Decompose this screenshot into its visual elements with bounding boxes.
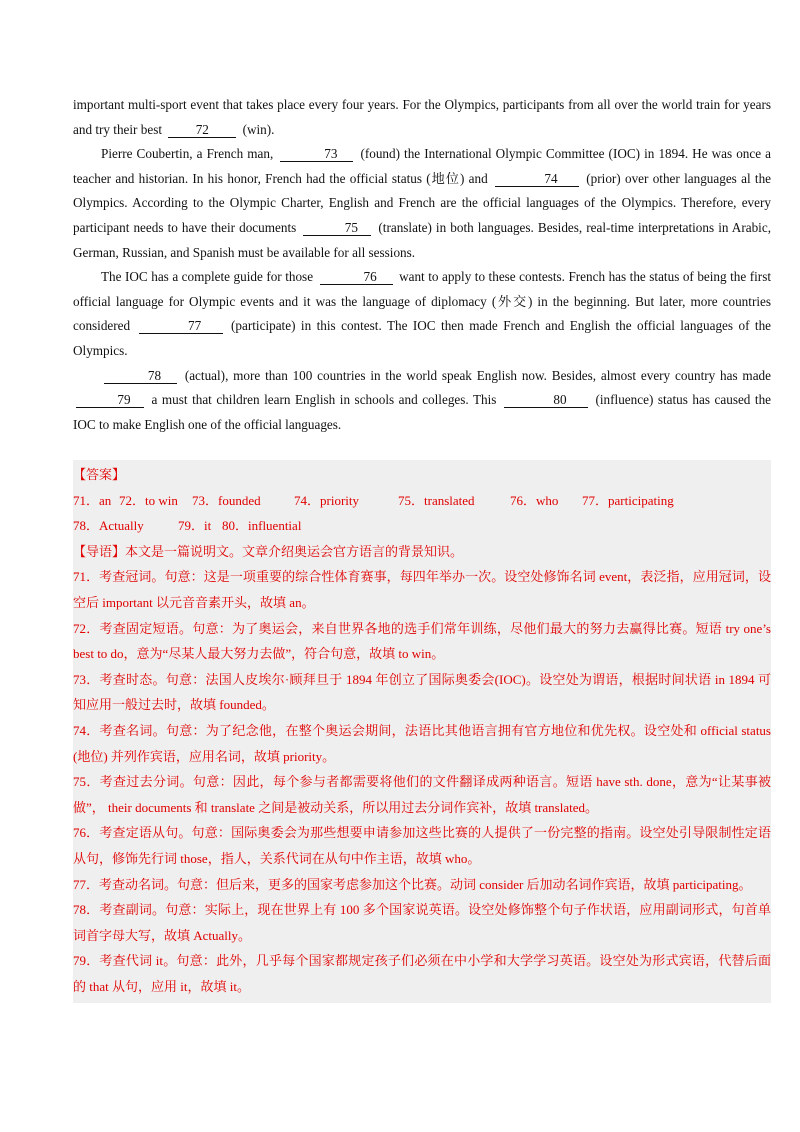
explanation-75: 75．考查过去分词。句意：因此，每个参与者都需要将他们的文件翻译成两种语言。短语 have sth. done，意为“让某事被做”， their documents 和 translate 之间是被动关系，所以用过去分词作宾补，故填 translated。	[73, 774, 771, 815]
explanation-72: 72．考查固定短语。句意：为了奥运会，来自世界各地的选手们常年训练，尽他们最大的努力去赢得比赛。短语 try one’s best to do，意为“尽某人最大努力去做”，符合句意，故填 to win。	[73, 620, 771, 662]
blank-76: 76	[320, 269, 393, 285]
paragraph-2: Pierre Coubertin, a French man, 73 (found) the International Olympic Committee (IOC) in 1894. He was once a teacher and historian. In his honor, French had the official status (地位) and 74 (prior) over other languages al the Olympics. According to the Olympic Charter, English and French are the official languages of the Olympics. Therefore, every participant needs to have their documents 75 (translate) in both languages. Besides, real-time interpretations in Arabic, German, Russian, and Spanish must be available for all sessions.	[73, 146, 772, 260]
answer-section	[73, 460, 771, 1003]
answer-key-item: 79．it	[178, 518, 212, 534]
answer-key-item: 71．an	[73, 492, 112, 508]
answer-key-item: 78．Actually	[73, 518, 144, 534]
explanation-76: 76．考查定语从句。句意：国际奥委会为那些想要申请参加这些比赛的人提供了一份完整的指南。设空处引导限制性定语从句，修饰先行词 those，指人，关系代词在从句中作主语，故填 who。	[73, 825, 771, 866]
answer-key-item: 74．priority	[294, 492, 359, 508]
explanation-71: 71．考查冠词。句意：这是一项重要的综合性体育赛事，每四年举办一次。设空处修饰名词 event，表泛指，应用冠词，设空后 important 以元音音素开头，故填 an。	[73, 569, 771, 610]
explanation-79: 79．考查代词 it。句意：此外，几乎每个国家都规定孩子们必须在中小学和大学学习英语。设空处为形式宾语，代替后面的 that 从句，应用 it，故填 it。	[73, 953, 771, 994]
answer-key-item: 75．translated	[398, 492, 475, 508]
passage	[73, 93, 771, 437]
paragraph-1: important multi-sport event that takes place every four years. For the Olympics, participants from all over the world train for years and try their best 72 (win).	[73, 97, 771, 137]
blank-75: 75	[303, 220, 371, 236]
answer-key-item: 80．influential	[222, 518, 302, 534]
answer-key-item: 77．participating	[582, 492, 674, 508]
guide-text: 【导语】本文是一篇说明文。文章介绍奥运会官方语言的背景知识。	[73, 543, 464, 559]
explanation-77: 77．考查动名词。句意：但后来，更多的国家考虑参加这个比赛。动词 consider 后加动名词作宾语，故填 participating。	[73, 876, 752, 892]
explanation-74: 74．考查名词。句意：为了纪念他，在整个奥运会期间，法语比其他语言拥有官方地位和优先权。设空处和 official status (地位) 并列作宾语，应用名词，故填 priority。	[73, 722, 771, 764]
paragraph-4: 78 (actual), more than 100 countries in the world speak English now. Besides, almost every country has made 79 a must that children learn English in schools and colleges. This 80 (influence) status has caused the IOC to make English one of the official languages.	[73, 367, 772, 432]
answer-key-row-2	[73, 513, 771, 539]
blank-72: 72	[168, 122, 236, 138]
explanation-73: 73．考查时态。句意：法国人皮埃尔·顾拜旦于 1894 年创立了国际奥委会(IOC)。设空处为谓语，根据时间状语 in 1894 可知应用一般过去时，故填 founded。	[73, 671, 771, 713]
paragraph-3: The IOC has a complete guide for those 76 want to apply to these contests. French has the status of being the first official language for Olympic events and it was the language of diplomacy (外交) in the beginning. But later, more countries considered 77 (participate) in this contest. The IOC then made French and English the official languages of the Olympics.	[73, 269, 772, 358]
answer-key-item: 72．to win	[119, 492, 178, 508]
answer-heading: 【答案】	[73, 467, 126, 482]
blank-79: 79	[76, 392, 144, 408]
explanation-78: 78．考查副词。句意：实际上，现在世界上有 100 多个国家说英语。设空处修饰整个句子作状语，应用副词形式，句首单词首字母大写，故填 Actually。	[73, 902, 771, 943]
answer-key-item: 76．who	[510, 492, 559, 508]
answer-key-item: 73．founded	[192, 492, 261, 508]
blank-80: 80	[504, 392, 588, 408]
blank-78: 78	[104, 368, 177, 384]
blank-74: 74	[495, 171, 579, 187]
blank-77: 77	[139, 318, 223, 334]
answer-key-row-1	[73, 488, 771, 514]
blank-73: 73	[280, 146, 353, 162]
